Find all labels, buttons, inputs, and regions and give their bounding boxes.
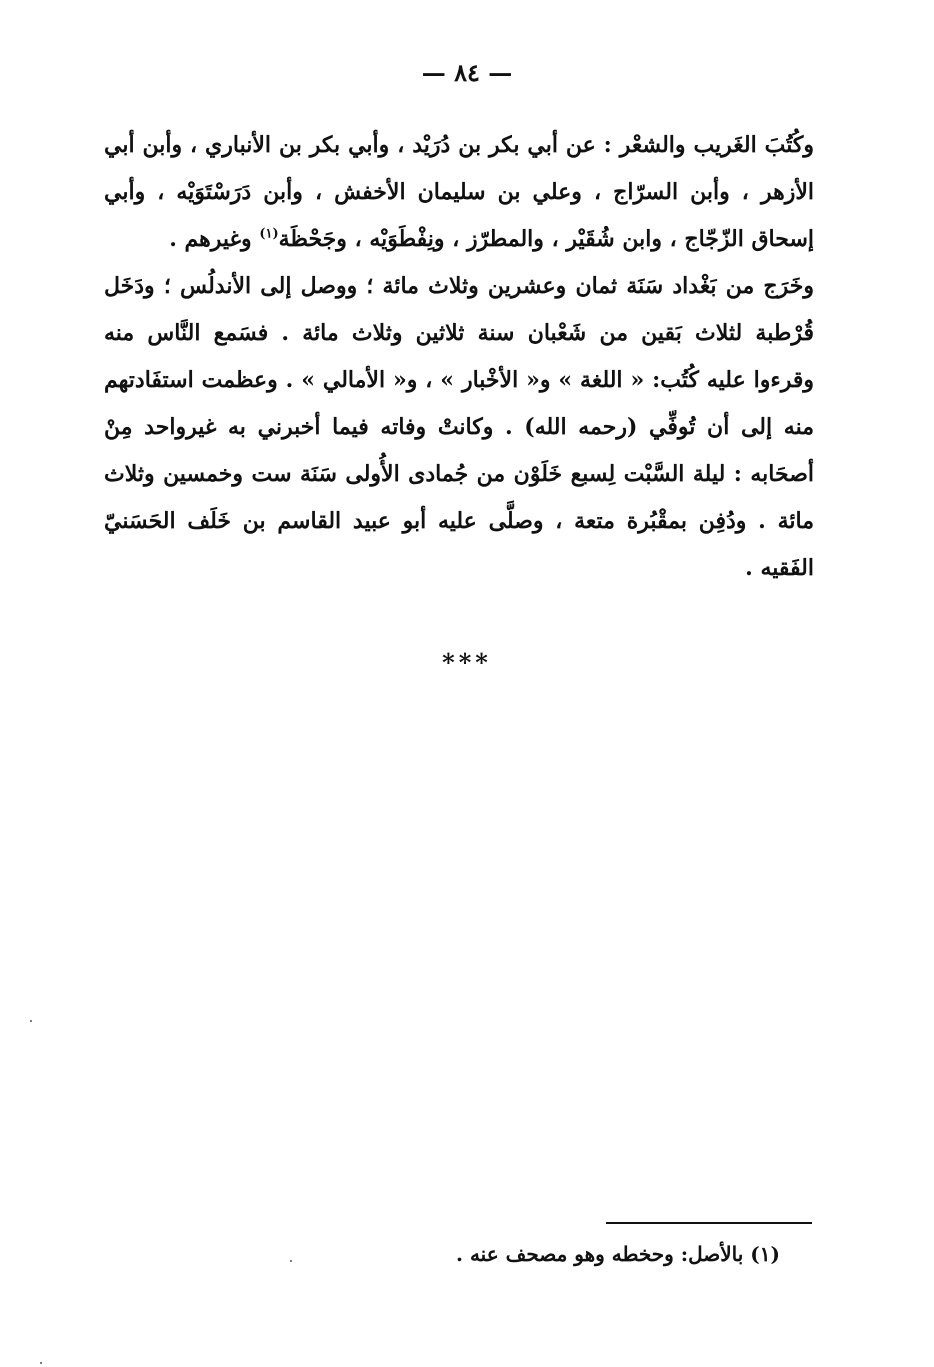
footnote-reference: (١) xyxy=(259,226,279,242)
paragraph-1 xyxy=(104,122,814,263)
paragraph-1-tail: وغيرهم . xyxy=(169,226,260,252)
page-number: — ٨٤ — xyxy=(421,58,513,87)
scan-speck xyxy=(40,1362,42,1364)
paragraph-1-text: وكُتُبَ الغَريب والشعْر : عن أبي بكر بن دُرَيْد ، وأبي بكر بن الأنباري ، وأبن أبي الأزهر ، وأبن السرّاج ، وعلي بن سليمان الأخفش ، وأبن دَرَسْتَوَيْه ، وأبي إسحاق الزّجّاج ، وابن شُقَيْر ، والمطرّز ، ونِفْطَوَيْه ، وجَحْظَة xyxy=(104,132,814,252)
paragraph-2: وخَرَج من بَغْداد سَنَة ثمان وعشرين وثلاث مائة ؛ ووصل إلى الأندلُس ؛ ودَخَل قُرْطبة لثلاث بَقين من شَعْبان سنة ثلاثين وثلاث مائة . فسَمع النَّاس منه وقرءوا عليه كُتُب: « اللغة » و« الأخْبار » ، و« الأمالي » . وعظمت استفَادتهم منه إلى أن تُوفِّي (رحمه الله) . وكانتْ وفاته فيما أخبرني به غيرواحد مِنْ أصحَابه : ليلة السَّبْت لِسبع خَلَوْن من جُمادى الأُولى سَنَة ست وخمسين وثلاث مائة . ودُفِن بمقْبُرة متعة ، وصلَّى عليه أبو عبيد القاسم بن خَلَف الحَسَنيّ الفَقيه . xyxy=(104,273,814,581)
scan-speck xyxy=(290,1260,292,1262)
scan-speck xyxy=(30,1020,32,1022)
footnote: (١) بالأصل: وحخطه وهو مصحف عنه . xyxy=(456,1242,780,1266)
footnote-rule xyxy=(606,1222,812,1224)
body-text xyxy=(104,122,814,592)
section-separator: *** xyxy=(442,648,492,677)
